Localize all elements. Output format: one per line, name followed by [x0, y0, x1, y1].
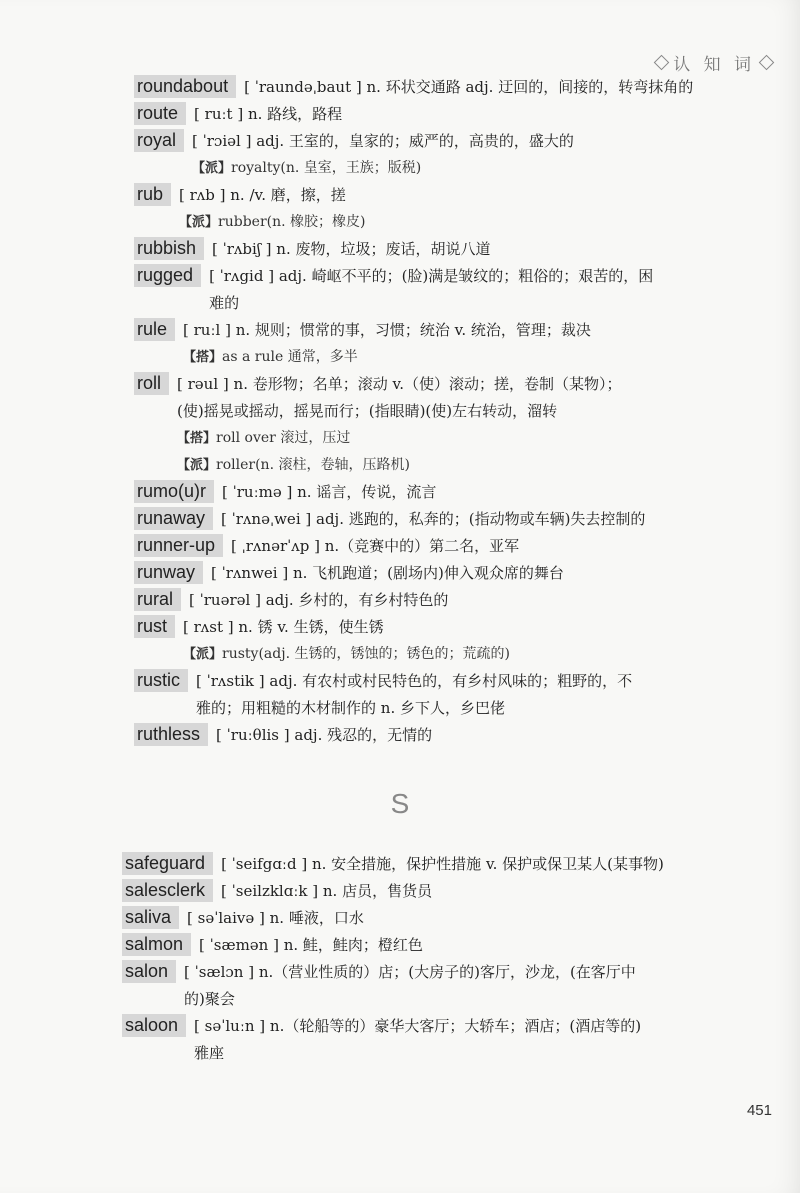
- entry-body: [222, 479, 800, 506]
- sub-entry: [183, 641, 766, 668]
- definition-line: [ ˌrʌnərˈʌp ] n.（竞赛中的）第二名，亚军: [231, 537, 520, 555]
- entry-body: [189, 587, 800, 614]
- definition-line: [ ˈruːθlis ] adj. 残忍的，无情的: [216, 726, 433, 744]
- entry-body: [221, 878, 800, 905]
- sub-entry-tag: 【派】: [179, 215, 219, 230]
- definition-line: [ ˈraundəˌbaut ] n. 环状交通路 adj. 迂回的，间接的，转弯抹角的: [244, 78, 694, 96]
- headword: salon: [122, 960, 176, 983]
- entry-body: [192, 128, 800, 182]
- dictionary-entry: [0, 560, 800, 587]
- entry-body: [194, 101, 800, 128]
- definition-line: (使)摇晃或摇动，摇晃而行；(指眼睛)(使)左右转动，溜转: [177, 402, 558, 420]
- entry-body: [187, 905, 800, 932]
- entry-body: [209, 263, 800, 317]
- dictionary-entry: [0, 668, 800, 722]
- dictionary-entry: [0, 506, 800, 533]
- definition-line: 雅座: [194, 1044, 225, 1062]
- headword: salesclerk: [122, 879, 213, 902]
- dictionary-entry: [0, 722, 800, 749]
- section-letter: S: [390, 788, 410, 819]
- sub-entry: [192, 155, 766, 182]
- headword: royal: [134, 129, 184, 152]
- definition-line: [ ˈrʌbiʃ ] n. 废物，垃圾；废话，胡说八道: [212, 240, 491, 258]
- headword: safeguard: [122, 852, 213, 875]
- definition-line: [ ˈseifgɑːd ] n. 安全措施，保护性措施 v. 保护或保卫某人(某事物): [221, 855, 664, 873]
- headword: rule: [134, 318, 175, 341]
- headword: salmon: [122, 933, 191, 956]
- entry-body: [244, 74, 800, 101]
- sub-entry-text: roll over 滚过，压过: [216, 430, 351, 446]
- page-number: 451: [746, 1102, 772, 1119]
- definition-line: [ ruːl ] n. 规则；惯常的事，习惯；统治 v. 统治，管理；裁决: [183, 321, 591, 339]
- headword: rub: [134, 183, 171, 206]
- sub-entry-tag: 【派】: [177, 458, 217, 473]
- headword: rust: [134, 615, 175, 638]
- dictionary-entry: [0, 182, 800, 236]
- entry-body: [194, 1013, 800, 1067]
- definition-line: [ ˈruərəl ] adj. 乡村的，有乡村特色的: [189, 591, 449, 609]
- headword: ruthless: [134, 723, 208, 746]
- definition-line: [ ˈrɔiəl ] adj. 王室的，皇家的；威严的，高贵的，盛大的: [192, 132, 574, 150]
- entry-body: [231, 533, 800, 560]
- dictionary-entry: [0, 587, 800, 614]
- entries-r: [0, 74, 800, 749]
- sub-entry-text: royalty(n. 皇室，王族；版税): [231, 160, 422, 176]
- dictionary-entry: [0, 959, 800, 1013]
- dictionary-entry: [0, 371, 800, 479]
- sub-entry-tag: 【派】: [192, 161, 232, 176]
- dictionary-entry: [0, 878, 800, 905]
- running-head-text: 认 知 词: [673, 55, 755, 75]
- definition-line: [ ruːt ] n. 路线，路程: [194, 105, 343, 123]
- definition-line: [ ˈrʌstik ] adj. 有农村或村民特色的，有乡村风味的；粗野的，不: [196, 672, 633, 690]
- entry-body: [221, 506, 800, 533]
- sub-entry-text: rubber(n. 橡胶；橡皮): [218, 214, 366, 230]
- headword: runner-up: [134, 534, 223, 557]
- headword: rubbish: [134, 237, 204, 260]
- dictionary-entry: [0, 236, 800, 263]
- headword: rustic: [134, 669, 188, 692]
- entry-body: [212, 236, 800, 263]
- sub-entry: [179, 209, 766, 236]
- headword: rural: [134, 588, 181, 611]
- diamond-icon: [654, 55, 670, 71]
- entry-body: [221, 851, 800, 878]
- diamond-icon: [759, 55, 775, 71]
- definition-line: [ səˈlaivə ] n. 唾液，口水: [187, 909, 364, 927]
- definition-line: [ rʌb ] n. /v. 磨，擦，搓: [179, 186, 346, 204]
- headword: route: [134, 102, 186, 125]
- headword: rumo(u)r: [134, 480, 214, 503]
- definition-line: [ ˈrʌgid ] adj. 崎岖不平的；(脸)满是皱纹的；粗俗的；艰苦的，困: [209, 267, 654, 285]
- definition-line: [ səˈluːn ] n.（轮船等的）豪华大客厅；大轿车；酒店；(酒店等的): [194, 1017, 642, 1035]
- running-head: [656, 50, 772, 75]
- dictionary-entry: [0, 74, 800, 101]
- dictionary-entry: [0, 101, 800, 128]
- definition-line: [ ˈruːmə ] n. 谣言，传说，流言: [222, 483, 437, 501]
- headword: roll: [134, 372, 169, 395]
- definition-line: [ ˈrʌnəˌwei ] adj. 逃跑的，私奔的；(指动物或车辆)失去控制的: [221, 510, 646, 528]
- dictionary-entry: [0, 932, 800, 959]
- headword: saloon: [122, 1014, 186, 1037]
- definition-line: 的)聚会: [184, 990, 235, 1008]
- entry-body: [179, 182, 800, 236]
- entry-body: [183, 317, 800, 371]
- sub-entry: [183, 344, 766, 371]
- entry-body: [177, 371, 800, 479]
- entry-body: [184, 959, 800, 1013]
- dictionary-entry: [0, 614, 800, 668]
- sub-entry-tag: 【派】: [183, 647, 223, 662]
- headword: saliva: [122, 906, 179, 929]
- dictionary-entry: [0, 851, 800, 878]
- headword: rugged: [134, 264, 201, 287]
- sub-entry-text: rusty(adj. 生锈的，锈蚀的；锈色的；荒疏的): [222, 646, 510, 662]
- definition-line: [ ˈrʌnwei ] n. 飞机跑道；(剧场内)伸入观众席的舞台: [211, 564, 564, 582]
- entry-body: [211, 560, 800, 587]
- sub-entry-text: roller(n. 滚柱，卷轴，压路机): [216, 457, 410, 473]
- dictionary-entry: [0, 1013, 800, 1067]
- definition-line: [ ˈsælɔn ] n.（营业性质的）店；(大房子的)客厅，沙龙，(在客厅中: [184, 963, 636, 981]
- sub-entry-text: as a rule 通常，多半: [222, 349, 358, 365]
- sub-entry-tag: 【搭】: [183, 350, 223, 365]
- dictionary-entry: [0, 128, 800, 182]
- dictionary-entry: [0, 905, 800, 932]
- entry-body: [183, 614, 800, 668]
- entries-s: [0, 851, 800, 1067]
- entry-body: [199, 932, 800, 959]
- definition-line: [ rʌst ] n. 锈 v. 生锈，使生锈: [183, 618, 384, 636]
- headword: roundabout: [134, 75, 236, 98]
- headword: runaway: [134, 507, 213, 530]
- dictionary-entry: [0, 479, 800, 506]
- sub-entry: [177, 452, 766, 479]
- sub-entry-tag: 【搭】: [177, 431, 217, 446]
- definition-line: [ ˈsæmən ] n. 鲑，鲑肉；橙红色: [199, 936, 423, 954]
- definition-line: 难的: [209, 294, 240, 312]
- headword: runway: [134, 561, 203, 584]
- entry-body: [196, 668, 800, 722]
- definition-line: 雅的；用粗糙的木材制作的 n. 乡下人，乡巴佬: [196, 699, 505, 717]
- dictionary-entry: [0, 263, 800, 317]
- dictionary-entry: [0, 533, 800, 560]
- entry-body: [216, 722, 800, 749]
- sub-entry: [177, 425, 766, 452]
- dictionary-entry: [0, 317, 800, 371]
- definition-line: [ ˈseilzklɑːk ] n. 店员，售货员: [221, 882, 433, 900]
- definition-line: [ rəul ] n. 卷形物；名单；滚动 v.（使）滚动；搓，卷制（某物）；: [177, 375, 622, 393]
